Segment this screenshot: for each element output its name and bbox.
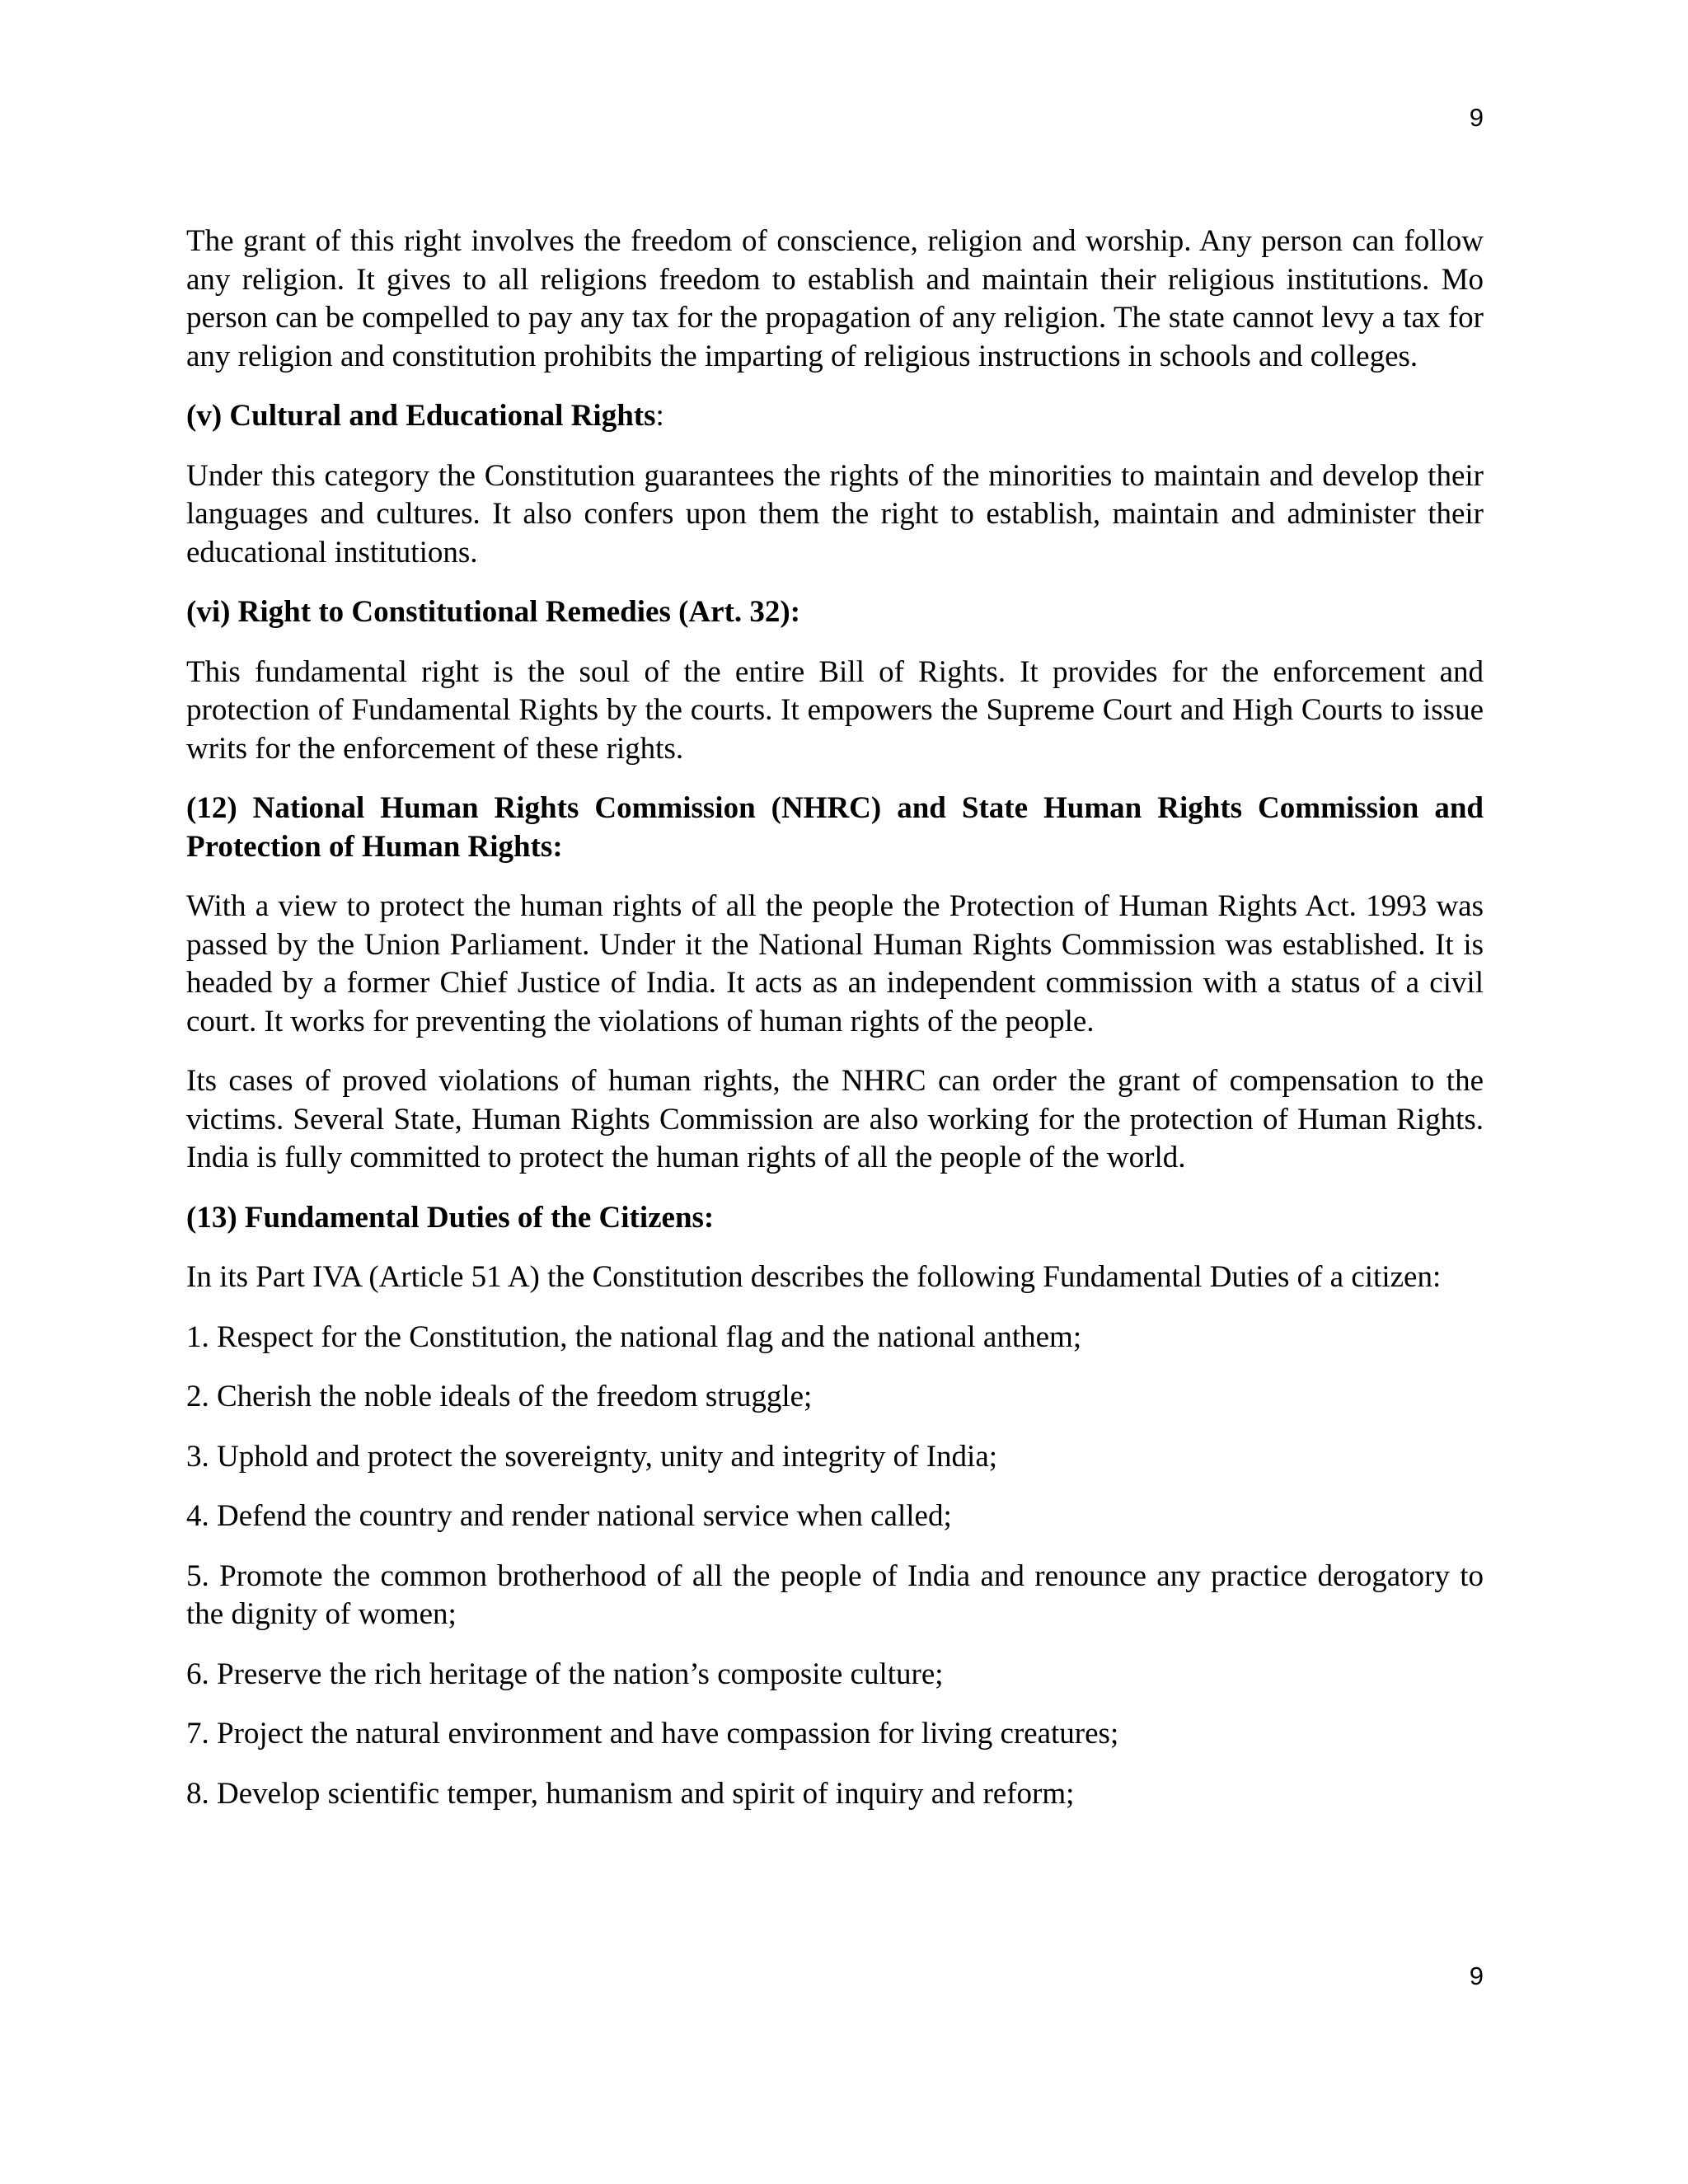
list-item-duty-3: 3. Uphold and protect the sovereignty, unity and integrity of India;: [186, 1439, 998, 1474]
paragraph-duties-intro: In its Part IVA (Article 51 A) the Constitution describes the following Fundamental Duties of a citizen:: [186, 1260, 1442, 1294]
heading-suffix: :: [655, 399, 664, 433]
list-item-duty-7: 7. Project the natural environment and have compassion for living creatures;: [186, 1717, 1119, 1750]
heading-nhrc: (12) National Human Rights Commission (NHRC) and State Human Rights Commission and Protection of Human Rights:: [186, 791, 1484, 864]
heading-constitutional-remedies: (vi) Right to Constitutional Remedies (Art. 32):: [186, 595, 801, 629]
list-item-duty-2: 2. Cherish the noble ideals of the freedom struggle;: [186, 1380, 813, 1413]
document-body: [186, 223, 1484, 1835]
paragraph-nhrc-compensation: Its cases of proved violations of human rights, the NHRC can order the grant of compensation to the victims. Several State, Human Rights Commission are also working for the protection of Human Rights. India is fully committed to protect the human rights of all the people of the world.: [186, 1064, 1484, 1174]
list-item-duty-5: 5. Promote the common brotherhood of all the people of India and renounce any practice derogatory to the dignity of women;: [186, 1558, 1484, 1631]
paragraph-cultural-rights: Under this category the Constitution guarantees the rights of the minorities to maintain and develop their languages and cultures. It also confers upon them the right to establish, maintain and administer their educational institutions.: [186, 458, 1484, 569]
paragraph-religion-freedom: The grant of this right involves the freedom of conscience, religion and worship. Any person can follow any religion. It gives to all religions freedom to establish and maintain their religious institutions. Mo person can be compelled to pay any tax for the propagation of any religion. The state cannot levy a tax for any religion and constitution prohibits the imparting of religious instructions in schools and colleges.: [186, 224, 1484, 373]
list-item-duty-6: 6. Preserve the rich heritage of the nation’s composite culture;: [186, 1657, 944, 1691]
list-item-duty-1: 1. Respect for the Constitution, the national flag and the national anthem;: [186, 1319, 1082, 1354]
paragraph-constitutional-remedies: This fundamental right is the soul of the entire Bill of Rights. It provides for the enforcement and protection of Fundamental Rights by the courts. It empowers the Supreme Court and High Courts to issue writs for the enforcement of these rights.: [186, 654, 1484, 766]
list-item-duty-8: 8. Develop scientific temper, humanism and spirit of inquiry and reform;: [186, 1776, 1075, 1811]
heading-cultural-educational-rights: [186, 397, 1484, 436]
list-item-duty-4: 4. Defend the country and render national service when called;: [186, 1499, 952, 1533]
paragraph-nhrc-act: With a view to protect the human rights of all the people the Protection of Human Rights Act. 1993 was passed by the Union Parliament. Under it the National Human Rights Commission was established. It is headed by a former Chief Justice of India. It acts as an independent commission with a status of a civil court. It works for preventing the violations of human rights of the people.: [186, 889, 1484, 1038]
page-number-bottom: 9: [1469, 1961, 1484, 1990]
page-number-top: 9: [1469, 103, 1484, 132]
heading-text: (v) Cultural and Educational Rights: [186, 399, 656, 433]
heading-fundamental-duties: (13) Fundamental Duties of the Citizens:: [186, 1200, 715, 1235]
